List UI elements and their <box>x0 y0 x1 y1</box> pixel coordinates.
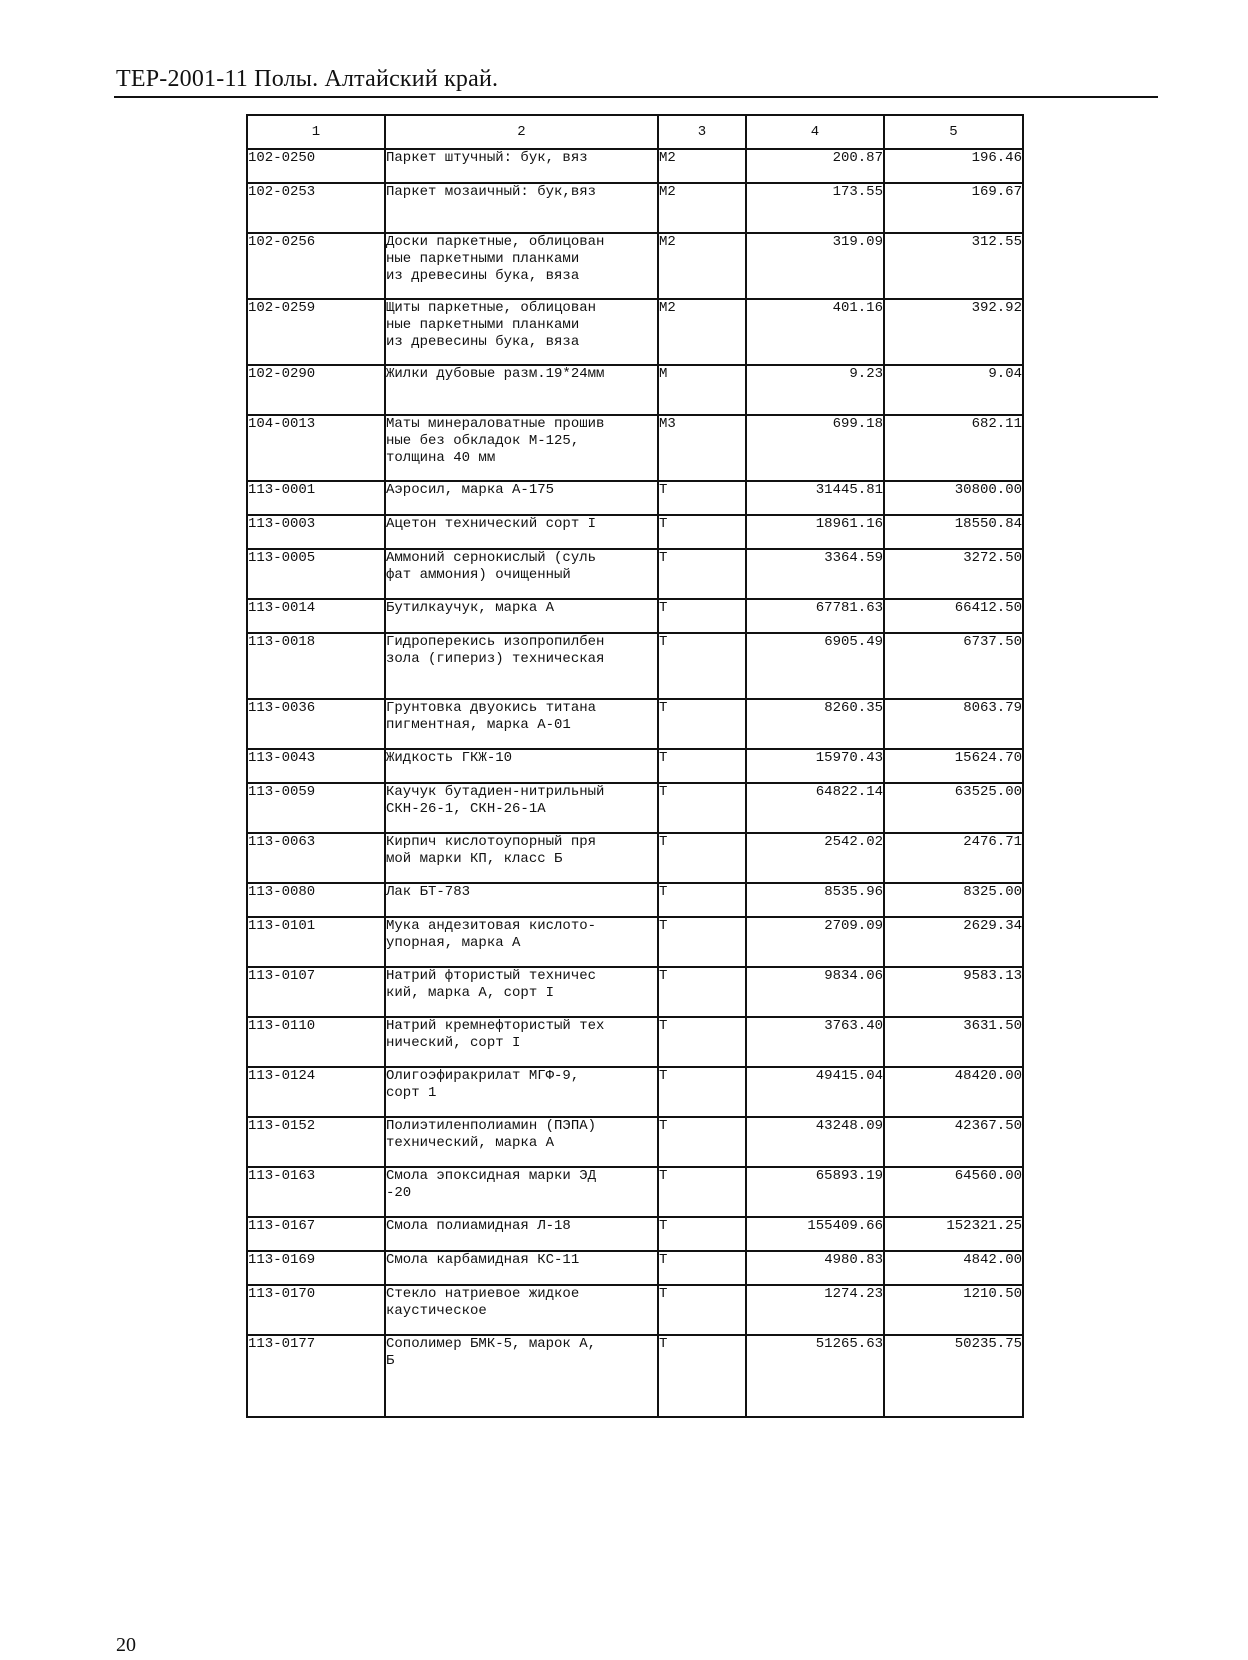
item-price-col5: 196.46 <box>884 149 1023 183</box>
item-name: Олигоэфиракрилат МГФ-9, сорт 1 <box>385 1067 658 1117</box>
item-code: 113-0101 <box>247 917 385 967</box>
item-price-col4: 9.23 <box>746 365 884 415</box>
item-unit: Т <box>658 549 746 599</box>
item-price-col4: 51265.63 <box>746 1335 884 1417</box>
item-name: Доски паркетные, облицован ные паркетными планками из древесины бука, вяза <box>385 233 658 299</box>
table-row <box>247 1167 1023 1217</box>
item-unit: М2 <box>658 149 746 183</box>
item-name: Гидроперекись изопропилбен зола (гипериз) техническая <box>385 633 658 699</box>
table-row <box>247 1217 1023 1251</box>
item-name: Щиты паркетные, облицован ные паркетными планками из древесины бука, вяза <box>385 299 658 365</box>
table-row <box>247 233 1023 299</box>
item-name: Смола карбамидная КС-11 <box>385 1251 658 1285</box>
item-price-col5: 6737.50 <box>884 633 1023 699</box>
item-price-col5: 64560.00 <box>884 1167 1023 1217</box>
item-unit: М <box>658 365 746 415</box>
item-price-col4: 1274.23 <box>746 1285 884 1335</box>
table-row <box>247 1251 1023 1285</box>
table-row <box>247 599 1023 633</box>
item-name: Ацетон технический сорт I <box>385 515 658 549</box>
item-code: 104-0013 <box>247 415 385 481</box>
item-name: Паркет мозаичный: бук,вяз <box>385 183 658 233</box>
item-unit: Т <box>658 1017 746 1067</box>
item-price-col5: 4842.00 <box>884 1251 1023 1285</box>
item-code: 113-0163 <box>247 1167 385 1217</box>
item-unit: Т <box>658 515 746 549</box>
item-price-col5: 66412.50 <box>884 599 1023 633</box>
item-price-col4: 67781.63 <box>746 599 884 633</box>
item-price-col5: 48420.00 <box>884 1067 1023 1117</box>
item-price-col5: 2476.71 <box>884 833 1023 883</box>
table-row <box>247 783 1023 833</box>
item-unit: Т <box>658 833 746 883</box>
item-name: Стекло натриевое жидкое каустическое <box>385 1285 658 1335</box>
item-price-col4: 699.18 <box>746 415 884 481</box>
item-name: Сополимер БМК-5, марок А, Б <box>385 1335 658 1417</box>
item-unit: М2 <box>658 233 746 299</box>
item-price-col5: 50235.75 <box>884 1335 1023 1417</box>
table-row <box>247 1335 1023 1417</box>
page-number: 20 <box>116 1634 136 1656</box>
item-price-col5: 3272.50 <box>884 549 1023 599</box>
item-price-col4: 319.09 <box>746 233 884 299</box>
item-unit: Т <box>658 917 746 967</box>
column-header-5: 5 <box>884 115 1023 149</box>
item-name: Аммоний сернокислый (суль фат аммония) очищенный <box>385 549 658 599</box>
item-code: 113-0043 <box>247 749 385 783</box>
item-name: Маты минераловатные прошив ные без обкладок М-125, толщина 40 мм <box>385 415 658 481</box>
item-code: 113-0177 <box>247 1335 385 1417</box>
item-price-col4: 401.16 <box>746 299 884 365</box>
table-body <box>247 149 1023 1417</box>
column-header-2: 2 <box>385 115 658 149</box>
item-unit: Т <box>658 599 746 633</box>
item-name: Жидкость ГКЖ-10 <box>385 749 658 783</box>
item-code: 113-0170 <box>247 1285 385 1335</box>
table-row <box>247 1285 1023 1335</box>
table-row <box>247 149 1023 183</box>
item-price-col4: 2709.09 <box>746 917 884 967</box>
item-code: 102-0259 <box>247 299 385 365</box>
item-name: Грунтовка двуокись титана пигментная, марка А-01 <box>385 699 658 749</box>
table-row <box>247 1117 1023 1167</box>
table-row <box>247 833 1023 883</box>
item-unit: Т <box>658 481 746 515</box>
item-code: 102-0290 <box>247 365 385 415</box>
table-row <box>247 549 1023 599</box>
item-name: Аэросил, марка А-175 <box>385 481 658 515</box>
table-row <box>247 749 1023 783</box>
column-header-3: 3 <box>658 115 746 149</box>
header-divider <box>114 96 1158 98</box>
item-unit: Т <box>658 1067 746 1117</box>
item-price-col4: 173.55 <box>746 183 884 233</box>
item-name: Смола эпоксидная марки ЭД -20 <box>385 1167 658 1217</box>
item-price-col4: 9834.06 <box>746 967 884 1017</box>
item-code: 113-0059 <box>247 783 385 833</box>
item-price-col4: 155409.66 <box>746 1217 884 1251</box>
table-row <box>247 1067 1023 1117</box>
item-price-col5: 42367.50 <box>884 1117 1023 1167</box>
item-unit: Т <box>658 967 746 1017</box>
item-name: Полиэтиленполиамин (ПЭПА) технический, марка А <box>385 1117 658 1167</box>
item-price-col4: 65893.19 <box>746 1167 884 1217</box>
item-code: 102-0256 <box>247 233 385 299</box>
item-code: 113-0107 <box>247 967 385 1017</box>
item-code: 113-0167 <box>247 1217 385 1251</box>
table-row <box>247 633 1023 699</box>
item-code: 113-0063 <box>247 833 385 883</box>
table-row <box>247 365 1023 415</box>
column-header-4: 4 <box>746 115 884 149</box>
item-code: 113-0001 <box>247 481 385 515</box>
item-price-col5: 1210.50 <box>884 1285 1023 1335</box>
table-header-row <box>247 115 1023 149</box>
item-name: Бутилкаучук, марка А <box>385 599 658 633</box>
table-row <box>247 515 1023 549</box>
item-name: Мука андезитовая кислото- упорная, марка А <box>385 917 658 967</box>
item-price-col5: 30800.00 <box>884 481 1023 515</box>
item-unit: М2 <box>658 299 746 365</box>
item-price-col4: 3763.40 <box>746 1017 884 1067</box>
item-price-col4: 43248.09 <box>746 1117 884 1167</box>
item-price-col4: 3364.59 <box>746 549 884 599</box>
item-price-col5: 169.67 <box>884 183 1023 233</box>
item-code: 102-0253 <box>247 183 385 233</box>
item-name: Натрий фтористый техничес кий, марка А, сорт I <box>385 967 658 1017</box>
item-price-col5: 392.92 <box>884 299 1023 365</box>
item-name: Лак БТ-783 <box>385 883 658 917</box>
item-price-col4: 2542.02 <box>746 833 884 883</box>
item-code: 113-0003 <box>247 515 385 549</box>
item-unit: Т <box>658 783 746 833</box>
item-code: 113-0110 <box>247 1017 385 1067</box>
item-name: Смола полиамидная Л-18 <box>385 1217 658 1251</box>
item-price-col4: 15970.43 <box>746 749 884 783</box>
item-price-col5: 9.04 <box>884 365 1023 415</box>
item-price-col5: 152321.25 <box>884 1217 1023 1251</box>
page-title: ТЕР-2001-11 Полы. Алтайский край. <box>116 66 499 92</box>
item-name: Паркет штучный: бук, вяз <box>385 149 658 183</box>
item-price-col4: 49415.04 <box>746 1067 884 1117</box>
table-row <box>247 699 1023 749</box>
item-name: Каучук бутадиен-нитрильный СКН-26-1, СКН-26-1А <box>385 783 658 833</box>
item-name: Жилки дубовые разм.19*24мм <box>385 365 658 415</box>
item-price-col5: 8325.00 <box>884 883 1023 917</box>
item-unit: Т <box>658 1217 746 1251</box>
table-row <box>247 967 1023 1017</box>
item-unit: М3 <box>658 415 746 481</box>
item-unit: Т <box>658 633 746 699</box>
item-code: 113-0169 <box>247 1251 385 1285</box>
item-unit: М2 <box>658 183 746 233</box>
item-price-col4: 6905.49 <box>746 633 884 699</box>
item-name: Кирпич кислотоупорный пря мой марки КП, класс Б <box>385 833 658 883</box>
item-unit: Т <box>658 1167 746 1217</box>
item-price-col5: 15624.70 <box>884 749 1023 783</box>
item-price-col5: 2629.34 <box>884 917 1023 967</box>
item-unit: Т <box>658 699 746 749</box>
item-code: 113-0018 <box>247 633 385 699</box>
item-code: 102-0250 <box>247 149 385 183</box>
item-code: 113-0152 <box>247 1117 385 1167</box>
item-unit: Т <box>658 1117 746 1167</box>
item-price-col5: 682.11 <box>884 415 1023 481</box>
table-row <box>247 883 1023 917</box>
column-header-1: 1 <box>247 115 385 149</box>
item-name: Натрий кремнефтористый тех нический, сорт I <box>385 1017 658 1067</box>
item-price-col4: 18961.16 <box>746 515 884 549</box>
table-row <box>247 183 1023 233</box>
table-row <box>247 299 1023 365</box>
item-unit: Т <box>658 1285 746 1335</box>
item-price-col4: 31445.81 <box>746 481 884 515</box>
item-price-col4: 8260.35 <box>746 699 884 749</box>
item-price-col4: 8535.96 <box>746 883 884 917</box>
item-code: 113-0005 <box>247 549 385 599</box>
item-price-col5: 9583.13 <box>884 967 1023 1017</box>
table-row <box>247 917 1023 967</box>
price-table <box>246 114 1024 1418</box>
item-price-col5: 8063.79 <box>884 699 1023 749</box>
item-price-col4: 64822.14 <box>746 783 884 833</box>
item-code: 113-0014 <box>247 599 385 633</box>
item-price-col5: 3631.50 <box>884 1017 1023 1067</box>
item-price-col5: 63525.00 <box>884 783 1023 833</box>
item-unit: Т <box>658 1251 746 1285</box>
item-unit: Т <box>658 1335 746 1417</box>
table-row <box>247 481 1023 515</box>
item-price-col4: 4980.83 <box>746 1251 884 1285</box>
item-unit: Т <box>658 883 746 917</box>
item-unit: Т <box>658 749 746 783</box>
table-row <box>247 415 1023 481</box>
item-code: 113-0080 <box>247 883 385 917</box>
table-row <box>247 1017 1023 1067</box>
item-price-col5: 18550.84 <box>884 515 1023 549</box>
item-code: 113-0124 <box>247 1067 385 1117</box>
item-price-col4: 200.87 <box>746 149 884 183</box>
item-code: 113-0036 <box>247 699 385 749</box>
item-price-col5: 312.55 <box>884 233 1023 299</box>
